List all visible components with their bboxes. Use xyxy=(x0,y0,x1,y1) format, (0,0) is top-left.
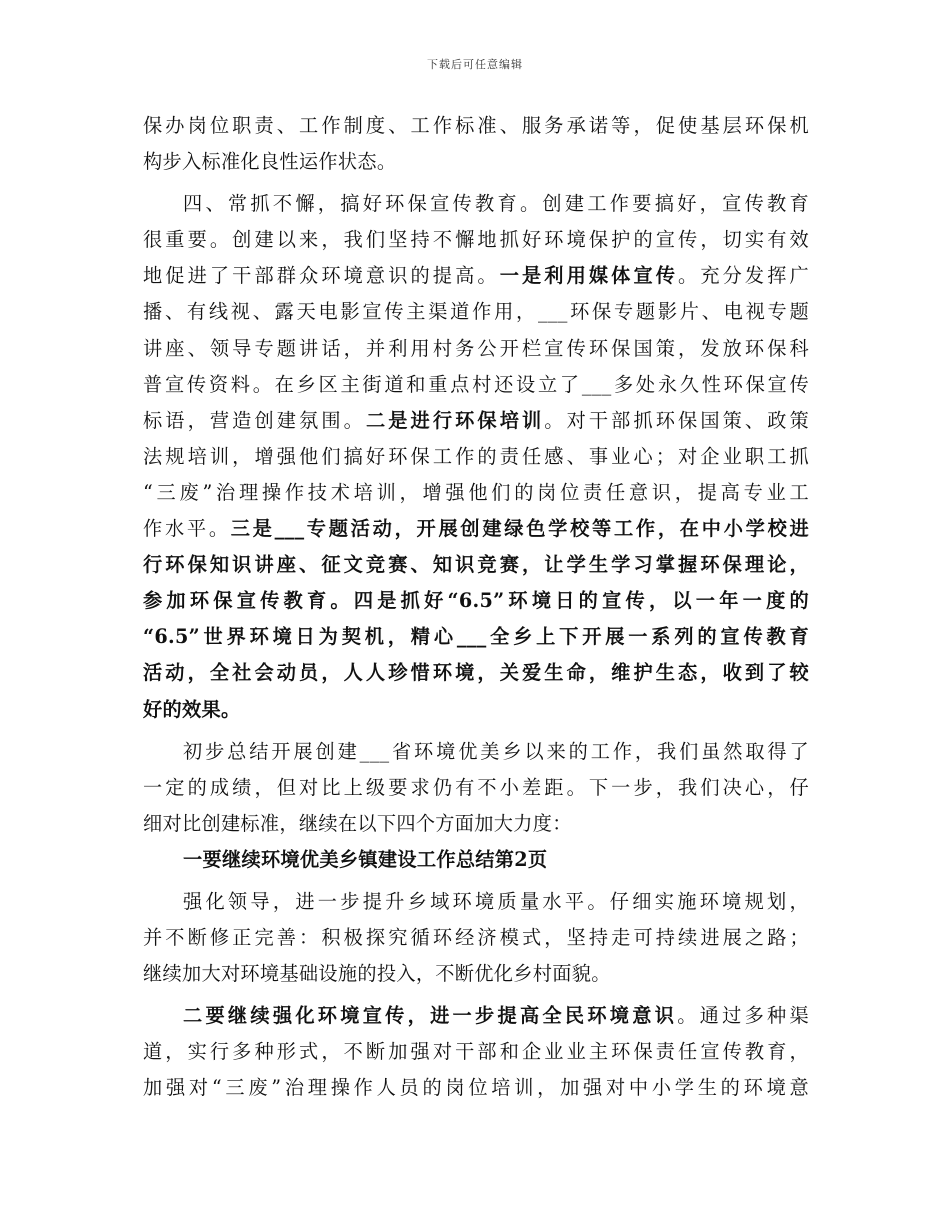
text-line xyxy=(143,998,809,1034)
text-run: 标语，营造创建氛围。 xyxy=(143,408,366,432)
text-line xyxy=(143,258,809,294)
document-body xyxy=(143,108,809,1107)
text-run: 地促进了干部群众环境意识的提高。 xyxy=(143,264,500,288)
text-line: 行环保知识讲座、征文竞赛、知识竞赛，让学生学习掌握环保理论， xyxy=(143,553,809,577)
text-line: 四、常抓不懈，搞好环保宣传教育。创建工作要搞好，宣传教育 xyxy=(183,192,809,216)
text-run: 作水平。 xyxy=(143,517,231,541)
text-line: 初步总结开展创建___省环境优美乡以来的工作，我们虽然取得了 xyxy=(183,739,809,763)
text-line: 保办岗位职责、工作制度、工作标准、服务承诺等，促使基层环保机 xyxy=(143,114,809,137)
text-line: 并不断修正完善：积极探究循环经济模式，坚持走可持续进展之路； xyxy=(143,926,809,950)
text-line: “三废”治理操作技术培训，增强他们的岗位责任意识，提高专业工 xyxy=(143,480,809,504)
text-line: 普宣传资料。在乡区主街道和重点村还设立了___多处永久性环保宣传 xyxy=(143,372,809,396)
text-run: 。充分发挥广 xyxy=(678,264,809,288)
text-line: 好的效果。 xyxy=(143,697,241,721)
text-run: 。通过多种渠 xyxy=(677,1004,809,1028)
text-line: 活动，全社会动员，人人珍惜环境，关爱生命，维护生态，收到了较 xyxy=(143,661,809,685)
bold-text-run: 三是___专题活动，开展创建绿色学校等工作，在中小学校进 xyxy=(230,517,810,541)
text-line: 道，实行多种形式，不断加强对干部和企业业主环保责任宣传教育， xyxy=(143,1040,809,1064)
text-line: 构步入标准化良性运作状态。 xyxy=(143,150,397,174)
text-line: 很重要。创建以来，我们坚持不懈地抓好环境保护的宣传，切实有效 xyxy=(143,228,809,252)
text-line xyxy=(143,511,809,547)
text-line: 继续加大对环境基础设施的投入，不断优化乡村面貌。 xyxy=(143,962,611,986)
bold-text-run: 一是利用媒体宣传 xyxy=(499,264,679,288)
text-run: 。对干部抓环保国策、政策 xyxy=(544,408,809,432)
text-line: 播、有线视、露天电影宣传主渠道作用，___环保专题影片、电视专题 xyxy=(143,300,809,324)
text-line: 细对比创建标准，继续在以下四个方面加大力度： xyxy=(143,811,572,835)
page-header: 下载后可任意编辑 xyxy=(427,58,523,71)
text-line: 一定的成绩，但对比上级要求仍有不小差距。下一步，我们决心，仔 xyxy=(143,775,809,799)
text-line: 讲座、领导专题讲话，并利用村务公开栏宣传环保国策，发放环保科 xyxy=(143,336,809,360)
bold-text-run: 二要继续强化环境宣传，进一步提高全民环境意识 xyxy=(183,1004,678,1028)
bold-text-run: 二是进行环保培训 xyxy=(365,408,545,432)
text-line: 一要继续环境优美乡镇建设工作总结第2页 xyxy=(183,847,548,871)
text-line: 参加环保宣传教育。四是抓好“6.5”环境日的宣传，以一年一度的 xyxy=(143,589,809,613)
text-line: “6.5”世界环境日为契机，精心___全乡上下开展一系列的宣传教育 xyxy=(143,625,809,649)
text-line: 法规培训，增强他们搞好环保工作的责任感、事业心；对企业职工抓 xyxy=(143,444,809,468)
text-line: 强化领导，进一步提升乡域环境质量水平。仔细实施环境规划， xyxy=(183,889,809,913)
text-line: 加强对“三废”治理操作人员的岗位培训，加强对中小学生的环境意 xyxy=(143,1076,809,1100)
text-line xyxy=(143,403,809,439)
